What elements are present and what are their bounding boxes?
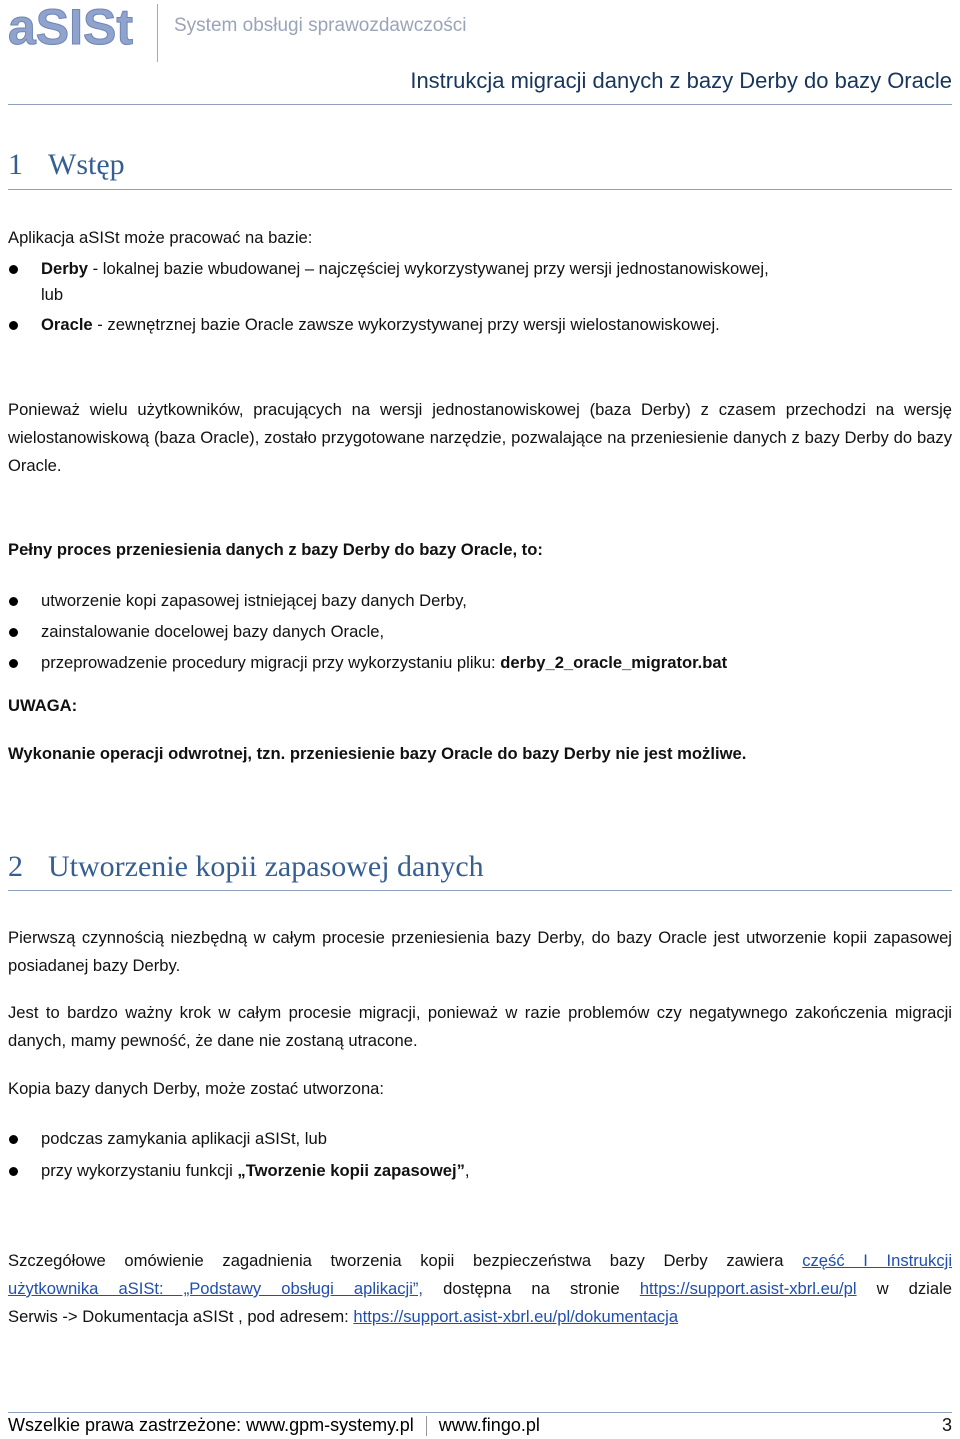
- header-separator: [157, 4, 158, 62]
- warning-label: UWAGA:: [8, 696, 78, 715]
- list-item: Oracle - zewnętrznej bazie Oracle zawsze wykorzystywanej przy wersji wielostanowiskowej.: [8, 312, 952, 338]
- reference-paragraph: Szczegółowe omówienie zagadnienia tworzenia kopii bezpieczeństwa bazy Derby zawiera część I Instrukcji użytkownika aSISt: „Podstawy obsługi aplikacji”, dostępna na stronie https://support.asist-xbrl.eu/pl w dziale Serwis -> Dokumentacja aSISt , pod adresem: https://support.asist-xbrl.eu/pl/dokumentacja: [8, 1251, 953, 1326]
- list-item: Derby - lokalnej bazie wbudowanej – najczęściej wykorzystywanej przy wersji jednostanowiskowej, lub: [8, 256, 952, 308]
- asist-logo: [8, 2, 148, 50]
- process-heading: Pełny proces przeniesienia danych z bazy Derby do bazy Oracle, to:: [8, 540, 543, 559]
- footer: [8, 1415, 540, 1436]
- page-number: 3: [941, 1415, 952, 1435]
- section-title: Wstęp: [48, 148, 125, 181]
- footer-rights: Wszelkie prawa zastrzeżone: www.gpm-systemy.pl: [8, 1415, 414, 1435]
- list-item: zainstalowanie docelowej bazy danych Oracle,: [8, 619, 952, 645]
- migrator-filename: derby_2_oracle_migrator.bat: [500, 653, 728, 672]
- section-title: Utworzenie kopii zapasowej danych: [48, 850, 484, 883]
- paragraph: Pierwszą czynnością niezbędną w całym procesie przeniesienia bazy Derby, do bazy Oracle jest utworzenie kopii zapasowej posiadanej bazy Derby.: [8, 928, 952, 975]
- warning-text: Wykonanie operacji odwrotnej, tzn. przeniesienie bazy Oracle do bazy Derby nie jest możliwe.: [8, 744, 747, 763]
- footer-site: www.fingo.pl: [438, 1415, 540, 1435]
- paragraph: Ponieważ wielu użytkowników, pracujących na wersji jednostanowiskowej (baza Derby) z czasem przechodzi na wersję wielostanowiskową (baza Oracle), zostało przygotowane narzędzie, pozwalające na przeniesienie danych z bazy Derby do bazy Oracle.: [8, 400, 952, 475]
- footer-separator: [426, 1416, 427, 1436]
- instruction-part1-link[interactable]: użytkownika aSISt: „Podstawy obsługi aplikacji”,: [8, 1279, 424, 1298]
- section-number: 1: [8, 148, 23, 181]
- paragraph: Kopia bazy danych Derby, może zostać utworzona:: [8, 1079, 385, 1098]
- intro-text: Aplikacja aSISt może pracować na bazie:: [8, 228, 313, 247]
- instruction-part1-link[interactable]: część I Instrukcji: [802, 1251, 953, 1270]
- list-item: podczas zamykania aplikacji aSISt, lub: [8, 1126, 952, 1152]
- list-item: utworzenie kopi zapasowej istniejącej bazy danych Derby,: [8, 588, 952, 614]
- paragraph: Jest to bardzo ważny krok w całym procesie migracji, ponieważ w razie problemów czy negatywnego zakończenia migracji danych, mamy pewność, że dane nie zostaną utracone.: [8, 1003, 952, 1050]
- document-title: Instrukcja migracji danych z bazy Derby do bazy Oracle: [410, 68, 952, 93]
- list-item: przy wykorzystaniu funkcji „Tworzenie kopii zapasowej”,: [8, 1158, 952, 1184]
- heading-rule: [8, 890, 952, 891]
- section-1-heading: [8, 148, 125, 182]
- list-item: przeprowadzenie procedury migracji przy wykorzystaniu pliku: derby_2_oracle_migrator.bat: [8, 650, 952, 676]
- header-subtitle: System obsługi sprawozdawczości: [174, 15, 467, 36]
- header-rule: [8, 104, 952, 105]
- support-site-link[interactable]: https://support.asist-xbrl.eu/pl: [639, 1279, 857, 1298]
- section-2-heading: [8, 850, 484, 884]
- documentation-link[interactable]: https://support.asist-xbrl.eu/pl/dokumentacja: [353, 1307, 679, 1326]
- footer-rule: [8, 1412, 952, 1413]
- svg-text:aSISt: aSISt: [8, 2, 134, 50]
- section-number: 2: [8, 850, 23, 883]
- heading-rule: [8, 189, 952, 190]
